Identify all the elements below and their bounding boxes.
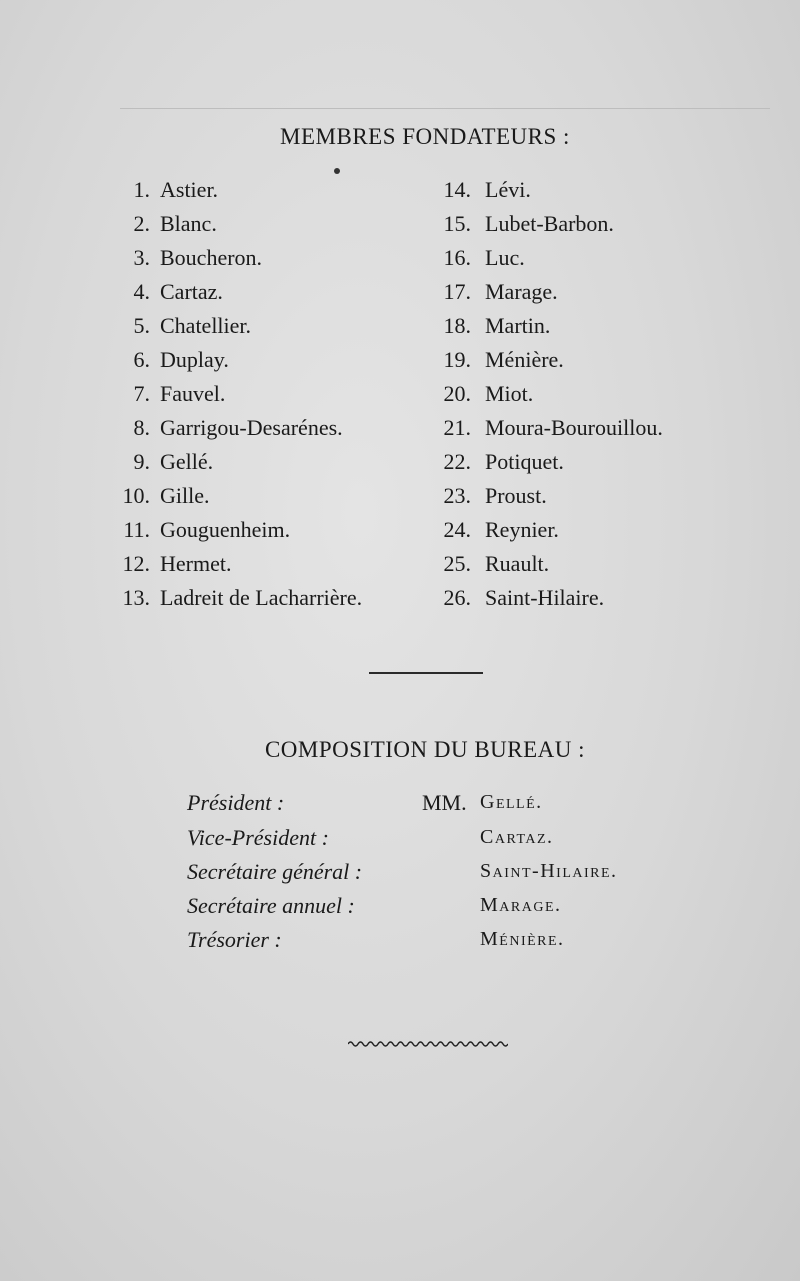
show-through-rule — [120, 108, 770, 109]
item-name: Miot. — [485, 381, 534, 406]
item-name: Lubet-Barbon. — [485, 211, 614, 236]
item-number: 17. — [443, 279, 471, 304]
bureau-member: Marage. — [480, 894, 562, 916]
item-name: Moura-Bourouillou. — [485, 415, 663, 440]
item-name: Chatellier. — [160, 313, 252, 338]
item-number: 2. — [133, 211, 150, 236]
item-name: Gouguenheim. — [160, 517, 291, 542]
list-item — [0, 279, 780, 313]
item-name: Ménière. — [485, 347, 564, 372]
item-number: 25. — [443, 551, 471, 576]
bureau-member: Cartaz. — [480, 826, 554, 848]
founders-title: MEMBRES FONDATEURS : — [280, 124, 570, 149]
list-item — [0, 245, 780, 279]
item-number: 15. — [443, 211, 471, 236]
item-name: Luc. — [485, 245, 525, 270]
list-item — [0, 313, 780, 347]
item-name: Gille. — [160, 483, 210, 508]
list-item — [0, 517, 780, 551]
list-item — [0, 483, 780, 517]
item-number: 10. — [122, 483, 150, 508]
item-number: 16. — [443, 245, 471, 270]
item-number: 19. — [443, 347, 471, 372]
bureau-role: Président : — [187, 790, 285, 815]
item-name: Cartaz. — [160, 279, 223, 304]
section-divider — [369, 672, 483, 674]
item-name: Potiquet. — [485, 449, 564, 474]
item-name: Duplay. — [160, 347, 229, 372]
item-number: 3. — [133, 245, 150, 270]
item-number: 4. — [133, 279, 150, 304]
item-number: 8. — [133, 415, 150, 440]
item-name: Astier. — [160, 177, 219, 202]
list-item — [0, 381, 780, 415]
bureau-member: Gellé. — [480, 791, 543, 813]
item-number: 7. — [133, 381, 150, 406]
bureau-role: Secrétaire annuel : — [187, 893, 355, 918]
item-number: 22. — [443, 449, 471, 474]
item-name: Reynier. — [485, 517, 559, 542]
bureau-role: Vice-Président : — [187, 825, 329, 850]
list-item — [0, 347, 780, 381]
item-name: Ladreit de Lacharrière. — [160, 585, 363, 610]
list-item — [0, 449, 780, 483]
item-name: Martin. — [485, 313, 551, 338]
item-number: 21. — [443, 415, 471, 440]
list-item — [0, 415, 780, 449]
item-name: Boucheron. — [160, 245, 263, 270]
item-number: 18. — [443, 313, 471, 338]
list-item — [0, 211, 780, 245]
item-name: Saint-Hilaire. — [485, 585, 605, 610]
item-number: 12. — [122, 551, 150, 576]
item-number: 20. — [443, 381, 471, 406]
item-name: Fauvel. — [160, 381, 226, 406]
bureau-prefix: MM. — [422, 790, 467, 815]
item-name: Lévi. — [485, 177, 531, 202]
item-number: 1. — [133, 177, 150, 202]
item-name: Proust. — [485, 483, 547, 508]
item-name: Marage. — [485, 279, 558, 304]
item-number: 5. — [133, 313, 150, 338]
list-item — [0, 551, 780, 585]
bureau-member: Saint-Hilaire. — [480, 860, 618, 882]
bureau-role: Trésorier : — [187, 927, 282, 952]
item-number: 6. — [133, 347, 150, 372]
title-dot — [334, 168, 340, 174]
item-name: Hermet. — [160, 551, 232, 576]
item-name: Gellé. — [160, 449, 214, 474]
ornamental-wave-rule — [348, 1038, 508, 1050]
item-name: Ruault. — [485, 551, 550, 576]
bureau-role: Secrétaire général : — [187, 859, 363, 884]
item-number: 24. — [443, 517, 471, 542]
bureau-member: Ménière. — [480, 928, 565, 950]
item-number: 9. — [133, 449, 150, 474]
item-number: 23. — [443, 483, 471, 508]
item-number: 13. — [122, 585, 150, 610]
item-number: 26. — [443, 585, 471, 610]
list-item — [0, 177, 780, 211]
item-name: Blanc. — [160, 211, 217, 236]
item-name: Garrigou-Desarénes. — [160, 415, 343, 440]
bureau-title: COMPOSITION DU BUREAU : — [264, 737, 586, 762]
item-number: 11. — [123, 517, 150, 542]
item-number: 14. — [443, 177, 471, 202]
list-item — [0, 585, 780, 619]
